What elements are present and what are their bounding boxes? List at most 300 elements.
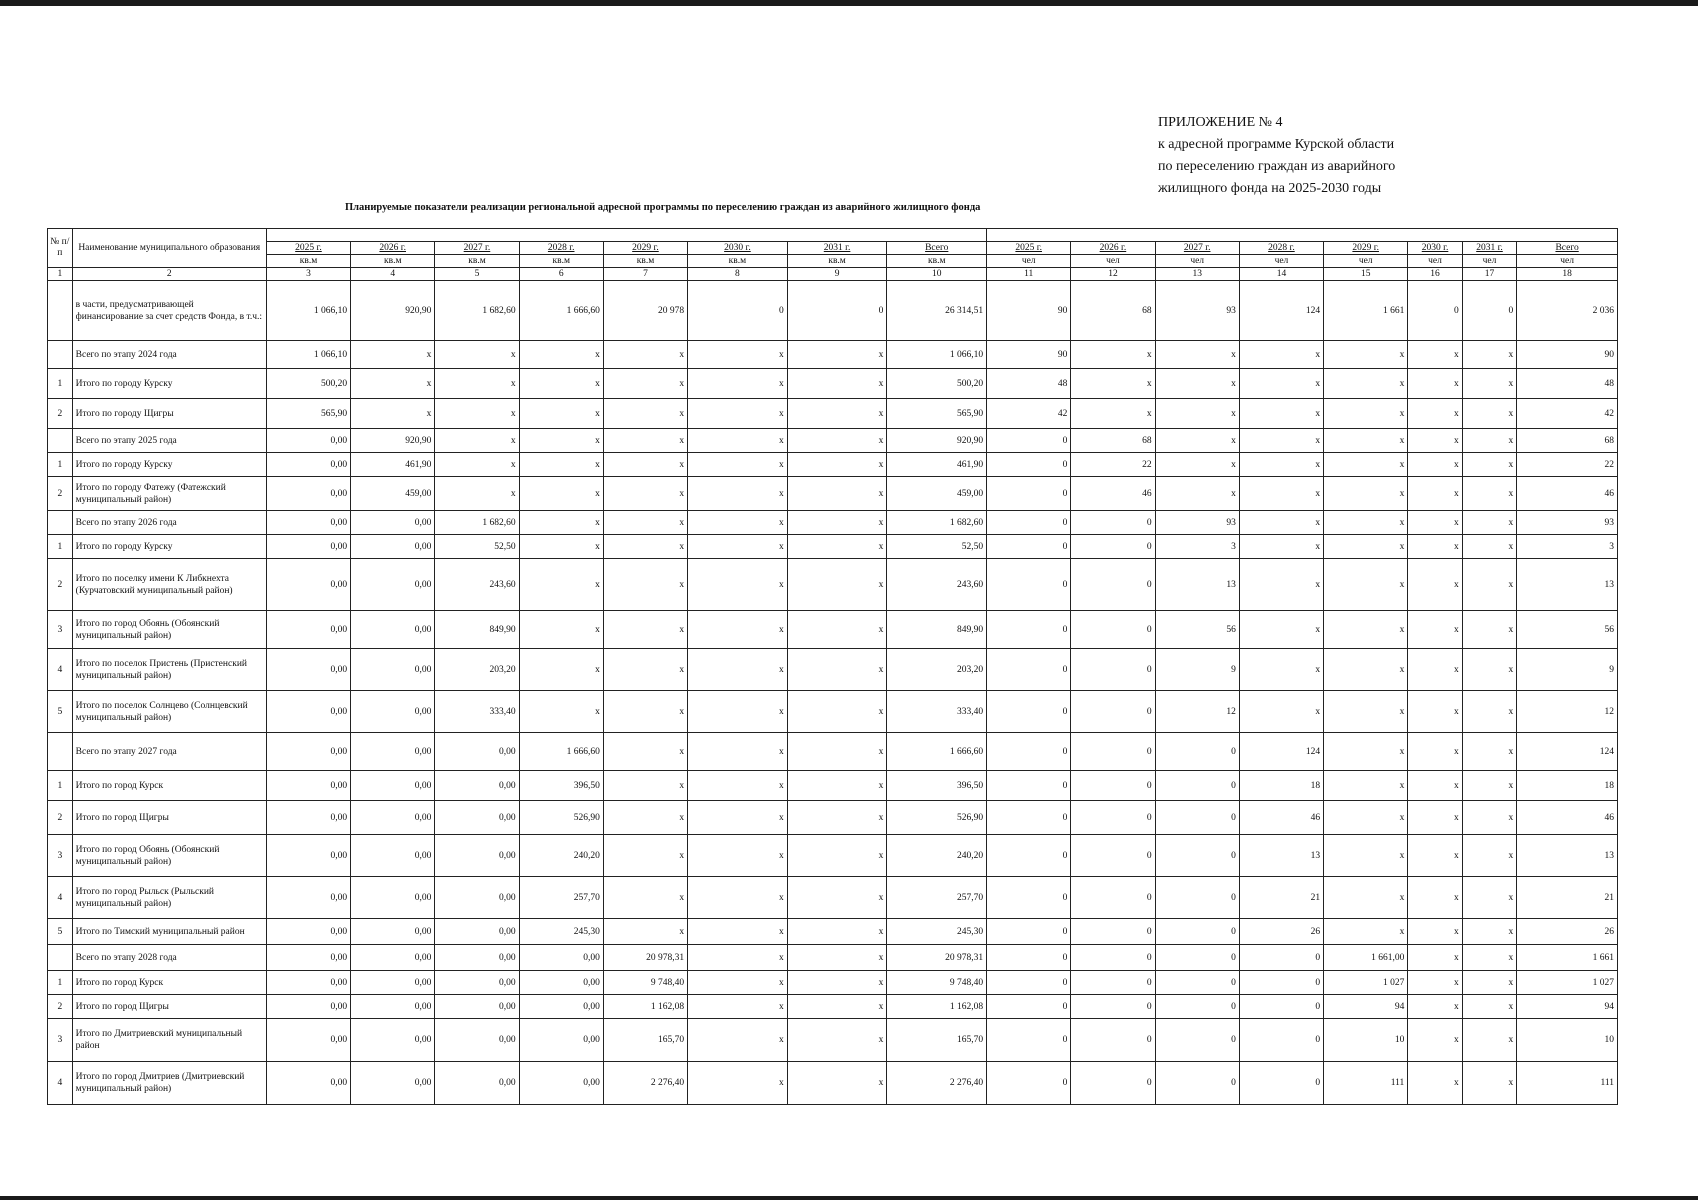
area-value: 1 066,10 (887, 341, 987, 369)
area-value: x (688, 733, 788, 771)
area-value: 0,00 (351, 1019, 435, 1062)
header-units-row (48, 255, 1618, 268)
row-number: 2 (48, 559, 73, 611)
area-value: x (603, 453, 687, 477)
area-value: 461,90 (887, 453, 987, 477)
header-people-year: 2026 г. (1071, 242, 1155, 255)
area-value: 1 666,60 (519, 733, 603, 771)
people-value: 124 (1239, 733, 1323, 771)
people-value: 0 (1155, 995, 1239, 1019)
table-row (48, 971, 1618, 995)
people-value: 0 (987, 429, 1071, 453)
area-value: x (519, 611, 603, 649)
area-value: x (435, 399, 519, 429)
area-value: x (688, 801, 788, 835)
area-value: x (603, 369, 687, 399)
people-value: 0 (1155, 733, 1239, 771)
area-value: 0,00 (435, 945, 519, 971)
row-name: в части, предусматривающей финансирование за счет средств Фонда, в т.ч.: (72, 281, 266, 341)
area-value: 849,90 (887, 611, 987, 649)
area-value: 396,50 (519, 771, 603, 801)
people-value: 10 (1324, 1019, 1408, 1062)
area-value: 257,70 (887, 877, 987, 919)
area-value: 240,20 (887, 835, 987, 877)
row-number: 2 (48, 399, 73, 429)
people-value: x (1324, 611, 1408, 649)
row-number (48, 945, 73, 971)
header-col-number: 14 (1239, 268, 1323, 281)
header-num: № п/п (48, 229, 73, 268)
people-value: 0 (1155, 919, 1239, 945)
area-value: 0,00 (519, 995, 603, 1019)
area-value: x (787, 341, 887, 369)
table-row (48, 429, 1618, 453)
row-number: 1 (48, 369, 73, 399)
table-row (48, 919, 1618, 945)
header-col-number: 1 (48, 268, 73, 281)
area-value: 0,00 (266, 971, 350, 995)
table-body (48, 281, 1618, 1105)
header-col-number: 10 (887, 268, 987, 281)
area-value: 165,70 (887, 1019, 987, 1062)
people-value: x (1239, 341, 1323, 369)
people-value: 0 (987, 611, 1071, 649)
people-value: x (1462, 1062, 1516, 1105)
people-value: 111 (1324, 1062, 1408, 1105)
people-value: 0 (987, 535, 1071, 559)
area-value: x (688, 369, 788, 399)
area-value: x (519, 649, 603, 691)
header-people-unit: чел (1071, 255, 1155, 268)
header-col-number: 12 (1071, 268, 1155, 281)
people-value: x (1462, 835, 1516, 877)
area-value: 1 682,60 (887, 511, 987, 535)
people-value: 90 (987, 281, 1071, 341)
area-value: x (603, 429, 687, 453)
people-value: 111 (1517, 1062, 1618, 1105)
people-value: 3 (1517, 535, 1618, 559)
area-value: x (787, 1062, 887, 1105)
people-value: 0 (1155, 835, 1239, 877)
header-col-number: 8 (688, 268, 788, 281)
people-value: x (1408, 919, 1462, 945)
area-value: 0,00 (351, 771, 435, 801)
people-value: 0 (1071, 535, 1155, 559)
header-people-year: 2027 г. (1155, 242, 1239, 255)
area-value: x (787, 945, 887, 971)
row-name: Итого по город Курск (72, 971, 266, 995)
area-value: x (787, 369, 887, 399)
area-value: 203,20 (887, 649, 987, 691)
row-name: Всего по этапу 2027 года (72, 733, 266, 771)
people-value: x (1462, 801, 1516, 835)
people-value: x (1239, 369, 1323, 399)
people-value: x (1239, 477, 1323, 511)
area-value: 0,00 (435, 771, 519, 801)
people-value: x (1462, 771, 1516, 801)
area-value: 0,00 (266, 611, 350, 649)
people-value: x (1324, 559, 1408, 611)
people-value: x (1408, 429, 1462, 453)
area-value: 240,20 (519, 835, 603, 877)
area-value: 245,30 (519, 919, 603, 945)
header-years-row (48, 242, 1618, 255)
header-colnum-row (48, 268, 1618, 281)
people-value: 0 (1239, 945, 1323, 971)
area-value: 0,00 (351, 835, 435, 877)
area-value: x (519, 477, 603, 511)
area-value: x (787, 399, 887, 429)
row-name: Всего по этапу 2026 года (72, 511, 266, 535)
table-row (48, 511, 1618, 535)
people-value: 10 (1517, 1019, 1618, 1062)
area-value: x (688, 477, 788, 511)
header-people-unit: чел (1517, 255, 1618, 268)
area-value: 2 276,40 (603, 1062, 687, 1105)
area-value: 396,50 (887, 771, 987, 801)
people-value: x (1408, 1062, 1462, 1105)
people-value: 124 (1239, 281, 1323, 341)
header-col-number: 9 (787, 268, 887, 281)
header-people-year: Всего (1517, 242, 1618, 255)
header-people-unit: чел (1239, 255, 1323, 268)
people-value: x (1408, 559, 1462, 611)
row-number: 3 (48, 611, 73, 649)
area-value: 500,20 (266, 369, 350, 399)
people-value: x (1324, 877, 1408, 919)
people-value: 0 (1071, 835, 1155, 877)
people-value: x (1324, 477, 1408, 511)
area-value: x (519, 511, 603, 535)
people-value: x (1462, 453, 1516, 477)
people-value: 0 (1155, 971, 1239, 995)
people-value: 0 (1071, 877, 1155, 919)
area-value: 0,00 (266, 691, 350, 733)
people-value: x (1408, 801, 1462, 835)
area-value: x (603, 535, 687, 559)
table-row (48, 477, 1618, 511)
area-value: x (787, 733, 887, 771)
area-value: 0,00 (435, 919, 519, 945)
people-value: 0 (1071, 511, 1155, 535)
people-value: x (1408, 369, 1462, 399)
area-value: 1 682,60 (435, 511, 519, 535)
area-value: 1 666,60 (887, 733, 987, 771)
area-value: 461,90 (351, 453, 435, 477)
header-area-year: 2029 г. (603, 242, 687, 255)
header-area-year: 2026 г. (351, 242, 435, 255)
people-value: x (1239, 649, 1323, 691)
area-value: x (519, 399, 603, 429)
area-value: 1 162,08 (603, 995, 687, 1019)
people-value: 90 (1517, 341, 1618, 369)
area-value: x (787, 771, 887, 801)
area-value: 0 (688, 281, 788, 341)
header-name: Наименование муниципального образования (72, 229, 266, 268)
header-area-year: 2030 г. (688, 242, 788, 255)
area-value: 2 276,40 (887, 1062, 987, 1105)
people-value: 22 (1517, 453, 1618, 477)
document-title: Планируемые показатели реализации региональной адресной программы по переселению граждан из аварийного жилищного фонда (345, 202, 981, 213)
people-value: 90 (987, 341, 1071, 369)
people-value: x (1239, 559, 1323, 611)
header-col-number: 13 (1155, 268, 1239, 281)
area-value: 565,90 (887, 399, 987, 429)
table-row (48, 453, 1618, 477)
header-people-year: 2030 г. (1408, 242, 1462, 255)
area-value: x (787, 919, 887, 945)
area-value: 257,70 (519, 877, 603, 919)
area-value: x (603, 611, 687, 649)
row-name: Итого по город Курск (72, 771, 266, 801)
area-value: 526,90 (887, 801, 987, 835)
people-value: 1 027 (1324, 971, 1408, 995)
header-col-number: 16 (1408, 268, 1462, 281)
area-value: 243,60 (887, 559, 987, 611)
people-value: x (1462, 649, 1516, 691)
row-number: 3 (48, 1019, 73, 1062)
table-row (48, 341, 1618, 369)
area-value: 333,40 (887, 691, 987, 733)
area-value: x (688, 771, 788, 801)
people-value: x (1408, 835, 1462, 877)
people-value: x (1408, 611, 1462, 649)
row-number: 5 (48, 691, 73, 733)
people-value: x (1408, 771, 1462, 801)
people-value: x (1324, 511, 1408, 535)
area-value: x (603, 477, 687, 511)
table-row (48, 281, 1618, 341)
people-value: x (1239, 429, 1323, 453)
area-value: 0,00 (266, 429, 350, 453)
people-value: 9 (1517, 649, 1618, 691)
area-value: 0,00 (266, 801, 350, 835)
table-row (48, 733, 1618, 771)
area-value: x (787, 691, 887, 733)
row-number: 4 (48, 1062, 73, 1105)
area-value: x (787, 877, 887, 919)
people-value: x (1462, 971, 1516, 995)
people-value: x (1155, 399, 1239, 429)
table-header (48, 229, 1618, 281)
area-value: x (688, 995, 788, 1019)
area-value: 0,00 (266, 477, 350, 511)
people-value: x (1408, 733, 1462, 771)
table-row (48, 399, 1618, 429)
header-group-row (48, 229, 1618, 242)
area-value: 920,90 (351, 429, 435, 453)
area-value: x (688, 511, 788, 535)
area-value: x (603, 801, 687, 835)
area-value: x (688, 1062, 788, 1105)
people-value: 0 (1071, 945, 1155, 971)
area-value: x (787, 453, 887, 477)
header-people-group (987, 229, 1618, 242)
header-col-number: 15 (1324, 268, 1408, 281)
people-value: x (1408, 399, 1462, 429)
people-value: 93 (1517, 511, 1618, 535)
area-value: 0,00 (351, 945, 435, 971)
area-value: x (787, 1019, 887, 1062)
area-value: 0,00 (435, 1019, 519, 1062)
area-value: x (787, 477, 887, 511)
people-value: 0 (987, 877, 1071, 919)
area-value: 0,00 (435, 733, 519, 771)
area-value: x (519, 341, 603, 369)
people-value: 0 (1071, 559, 1155, 611)
row-number: 3 (48, 835, 73, 877)
area-value: x (435, 341, 519, 369)
area-value: 0 (787, 281, 887, 341)
people-value: x (1462, 559, 1516, 611)
people-value: x (1462, 945, 1516, 971)
people-value: 12 (1517, 691, 1618, 733)
people-value: x (1239, 453, 1323, 477)
area-value: 0,00 (351, 691, 435, 733)
people-value: x (1408, 691, 1462, 733)
people-value: 18 (1239, 771, 1323, 801)
people-value: x (1462, 369, 1516, 399)
header-col-number: 7 (603, 268, 687, 281)
area-value: 333,40 (435, 691, 519, 733)
people-value: 0 (1071, 801, 1155, 835)
people-value: 42 (987, 399, 1071, 429)
people-value: x (1324, 801, 1408, 835)
table-row (48, 1019, 1618, 1062)
area-value: 0,00 (266, 877, 350, 919)
row-name: Итого по городу Курску (72, 369, 266, 399)
people-value: 1 661 (1517, 945, 1618, 971)
people-value: x (1324, 341, 1408, 369)
people-value: x (1462, 535, 1516, 559)
people-value: 0 (1155, 801, 1239, 835)
people-value: 0 (987, 511, 1071, 535)
area-value: 9 748,40 (887, 971, 987, 995)
people-value: 0 (1071, 1062, 1155, 1105)
appendix-line: к адресной программе Курской области (1158, 137, 1395, 152)
header-people-year: 2031 г. (1462, 242, 1516, 255)
people-value: 93 (1155, 511, 1239, 535)
header-col-number: 17 (1462, 268, 1516, 281)
area-value: x (688, 945, 788, 971)
people-value: 0 (1071, 733, 1155, 771)
area-value: x (688, 535, 788, 559)
table-row (48, 535, 1618, 559)
people-value: x (1324, 369, 1408, 399)
people-value: x (1462, 611, 1516, 649)
people-value: 56 (1155, 611, 1239, 649)
area-value: 500,20 (887, 369, 987, 399)
area-value: 0,00 (266, 453, 350, 477)
people-value: 0 (1071, 649, 1155, 691)
area-value: x (603, 511, 687, 535)
people-value: 0 (987, 559, 1071, 611)
area-value: x (787, 535, 887, 559)
people-value: x (1324, 429, 1408, 453)
area-value: 0,00 (266, 945, 350, 971)
header-col-number: 11 (987, 268, 1071, 281)
row-name: Итого по Тимский муниципальный район (72, 919, 266, 945)
table-row (48, 611, 1618, 649)
header-area-year: 2025 г. (266, 242, 350, 255)
people-value: 0 (1071, 611, 1155, 649)
row-name: Итого по городу Щигры (72, 399, 266, 429)
area-value: x (688, 1019, 788, 1062)
people-value: 0 (1071, 995, 1155, 1019)
people-value: x (1155, 369, 1239, 399)
row-name: Итого по поселок Солнцево (Солнцевский муниципальный район) (72, 691, 266, 733)
people-value: x (1462, 1019, 1516, 1062)
people-value: x (1408, 971, 1462, 995)
row-number: 4 (48, 877, 73, 919)
table-row (48, 801, 1618, 835)
area-value: 0,00 (266, 771, 350, 801)
row-number: 5 (48, 919, 73, 945)
area-value: 0,00 (351, 611, 435, 649)
area-value: x (787, 801, 887, 835)
people-value: x (1462, 733, 1516, 771)
area-value: x (688, 429, 788, 453)
people-value: x (1462, 511, 1516, 535)
people-value: x (1408, 877, 1462, 919)
header-col-number: 4 (351, 268, 435, 281)
area-value: 0,00 (519, 971, 603, 995)
people-value: x (1408, 1019, 1462, 1062)
header-people-year: 2028 г. (1239, 242, 1323, 255)
people-value: 68 (1071, 281, 1155, 341)
people-value: 21 (1517, 877, 1618, 919)
area-value: 52,50 (887, 535, 987, 559)
appendix-line: ПРИЛОЖЕНИЕ № 4 (1158, 115, 1283, 130)
people-value: 26 (1517, 919, 1618, 945)
table-row (48, 877, 1618, 919)
area-value: x (435, 477, 519, 511)
header-area-unit: кв.м (266, 255, 350, 268)
header-people-year: 2025 г. (987, 242, 1071, 255)
area-value: 0,00 (351, 1062, 435, 1105)
people-value: 13 (1239, 835, 1323, 877)
people-value: 0 (1155, 1019, 1239, 1062)
people-value: 46 (1517, 477, 1618, 511)
header-area-year: Всего (887, 242, 987, 255)
header-area-unit: кв.м (519, 255, 603, 268)
people-value: 93 (1155, 281, 1239, 341)
area-value: x (603, 691, 687, 733)
people-value: 68 (1071, 429, 1155, 453)
area-value: x (519, 535, 603, 559)
header-area-year: 2031 г. (787, 242, 887, 255)
people-value: x (1071, 341, 1155, 369)
area-value: 0,00 (351, 801, 435, 835)
area-value: 20 978,31 (603, 945, 687, 971)
area-value: x (603, 649, 687, 691)
area-value: 245,30 (887, 919, 987, 945)
people-value: 0 (987, 453, 1071, 477)
area-value: 1 066,10 (266, 281, 350, 341)
area-value: x (688, 341, 788, 369)
area-value: 0,00 (435, 971, 519, 995)
appendix-line: по переселению граждан из аварийного (1158, 159, 1396, 174)
area-value: 20 978 (603, 281, 687, 341)
area-value: x (519, 429, 603, 453)
table-row (48, 945, 1618, 971)
people-value: 0 (987, 1062, 1071, 1105)
row-number: 2 (48, 477, 73, 511)
area-value: 203,20 (435, 649, 519, 691)
people-value: x (1324, 453, 1408, 477)
header-area-unit: кв.м (887, 255, 987, 268)
people-value: 46 (1517, 801, 1618, 835)
